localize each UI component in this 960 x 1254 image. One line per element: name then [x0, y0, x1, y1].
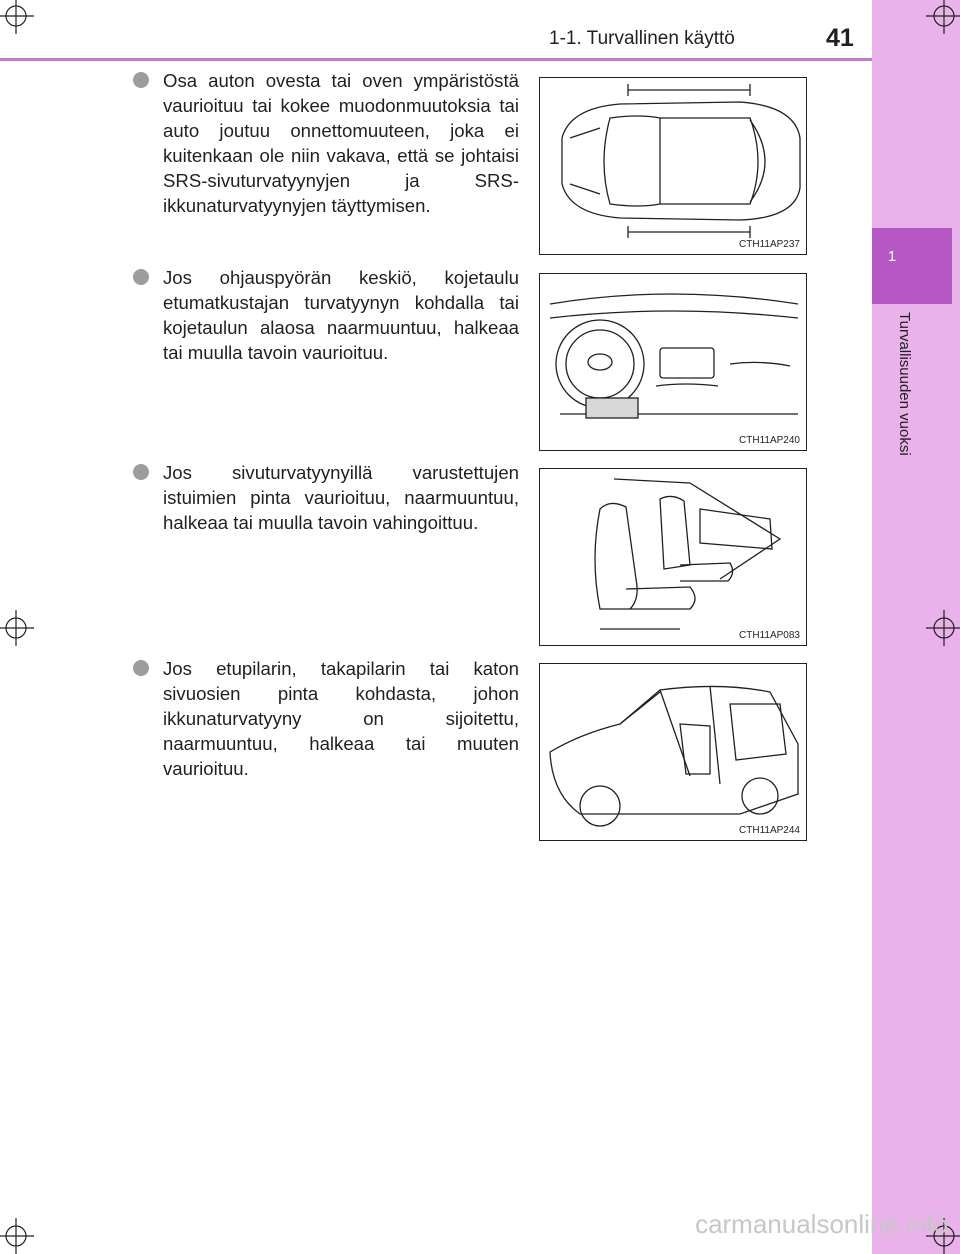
item-text: Jos ohjauspyörän keskiö, kojetaulu etumatkustajan turvatyynyn kohdalla tai kojetaulun alaosa naarmuuntuu, halkeaa tai muulla tavoin vaurioituu. [163, 267, 519, 363]
page-number: 41 [826, 24, 854, 52]
figure-code: CTH11AP240 [739, 435, 800, 446]
figure-code: CTH11AP244 [739, 825, 800, 836]
list-item [133, 68, 519, 218]
item-text: Jos sivuturvatyynyillä varustettujen istuimien pinta vaurioituu, naarmuuntuu, halkeaa tai muulla tavoin vahingoittuu. [163, 462, 519, 533]
figure-code: CTH11AP237 [739, 239, 800, 250]
bullet-icon [133, 269, 149, 285]
chapter-title: Turvallisuuden vuoksi [896, 312, 913, 456]
crop-mark-icon [926, 0, 960, 34]
dashboard-icon [540, 274, 808, 452]
list-item [133, 460, 519, 535]
bullet-icon [133, 72, 149, 88]
item-text: Jos etupilarin, takapilarin tai katon sivuosien pinta kohdasta, johon ikkunaturvatyyny on sijoitettu, naarmuuntuu, halkeaa tai muuten vaurioituu. [163, 658, 519, 779]
figure-code: CTH11AP083 [739, 630, 800, 641]
crop-mark-icon [0, 610, 34, 646]
chapter-number-block [872, 228, 952, 304]
chapter-number: 1 [887, 248, 897, 265]
crop-mark-icon [0, 0, 34, 34]
crop-mark-icon [0, 1218, 34, 1254]
list-item [133, 656, 519, 781]
header-rule [0, 58, 872, 61]
item-text: Osa auton ovesta tai oven ympäristöstä vaurioituu tai kokee muodonmuutoksia tai auto joutuu onnettomuuteen, joka ei kuitenkaan ole niin vakava, että se johtaisi SRS-sivuturvatyynyjen ja SRS-ikkunaturvatyynyjen täyttymisen. [163, 70, 519, 216]
illustration-car-side-open [539, 663, 807, 841]
section-title: 1-1. Turvallinen käyttö [549, 28, 735, 49]
illustration-car-top-view [539, 77, 807, 255]
bullet-icon [133, 464, 149, 480]
illustration-seats [539, 468, 807, 646]
car-top-view-icon [540, 78, 808, 256]
watermark: carmanualsonline.info [695, 1209, 948, 1239]
bullet-icon [133, 660, 149, 676]
list-item [133, 265, 519, 365]
car-seats-icon [540, 469, 808, 647]
car-side-view-icon [540, 664, 808, 842]
illustration-dashboard [539, 273, 807, 451]
crop-mark-icon [926, 610, 960, 646]
